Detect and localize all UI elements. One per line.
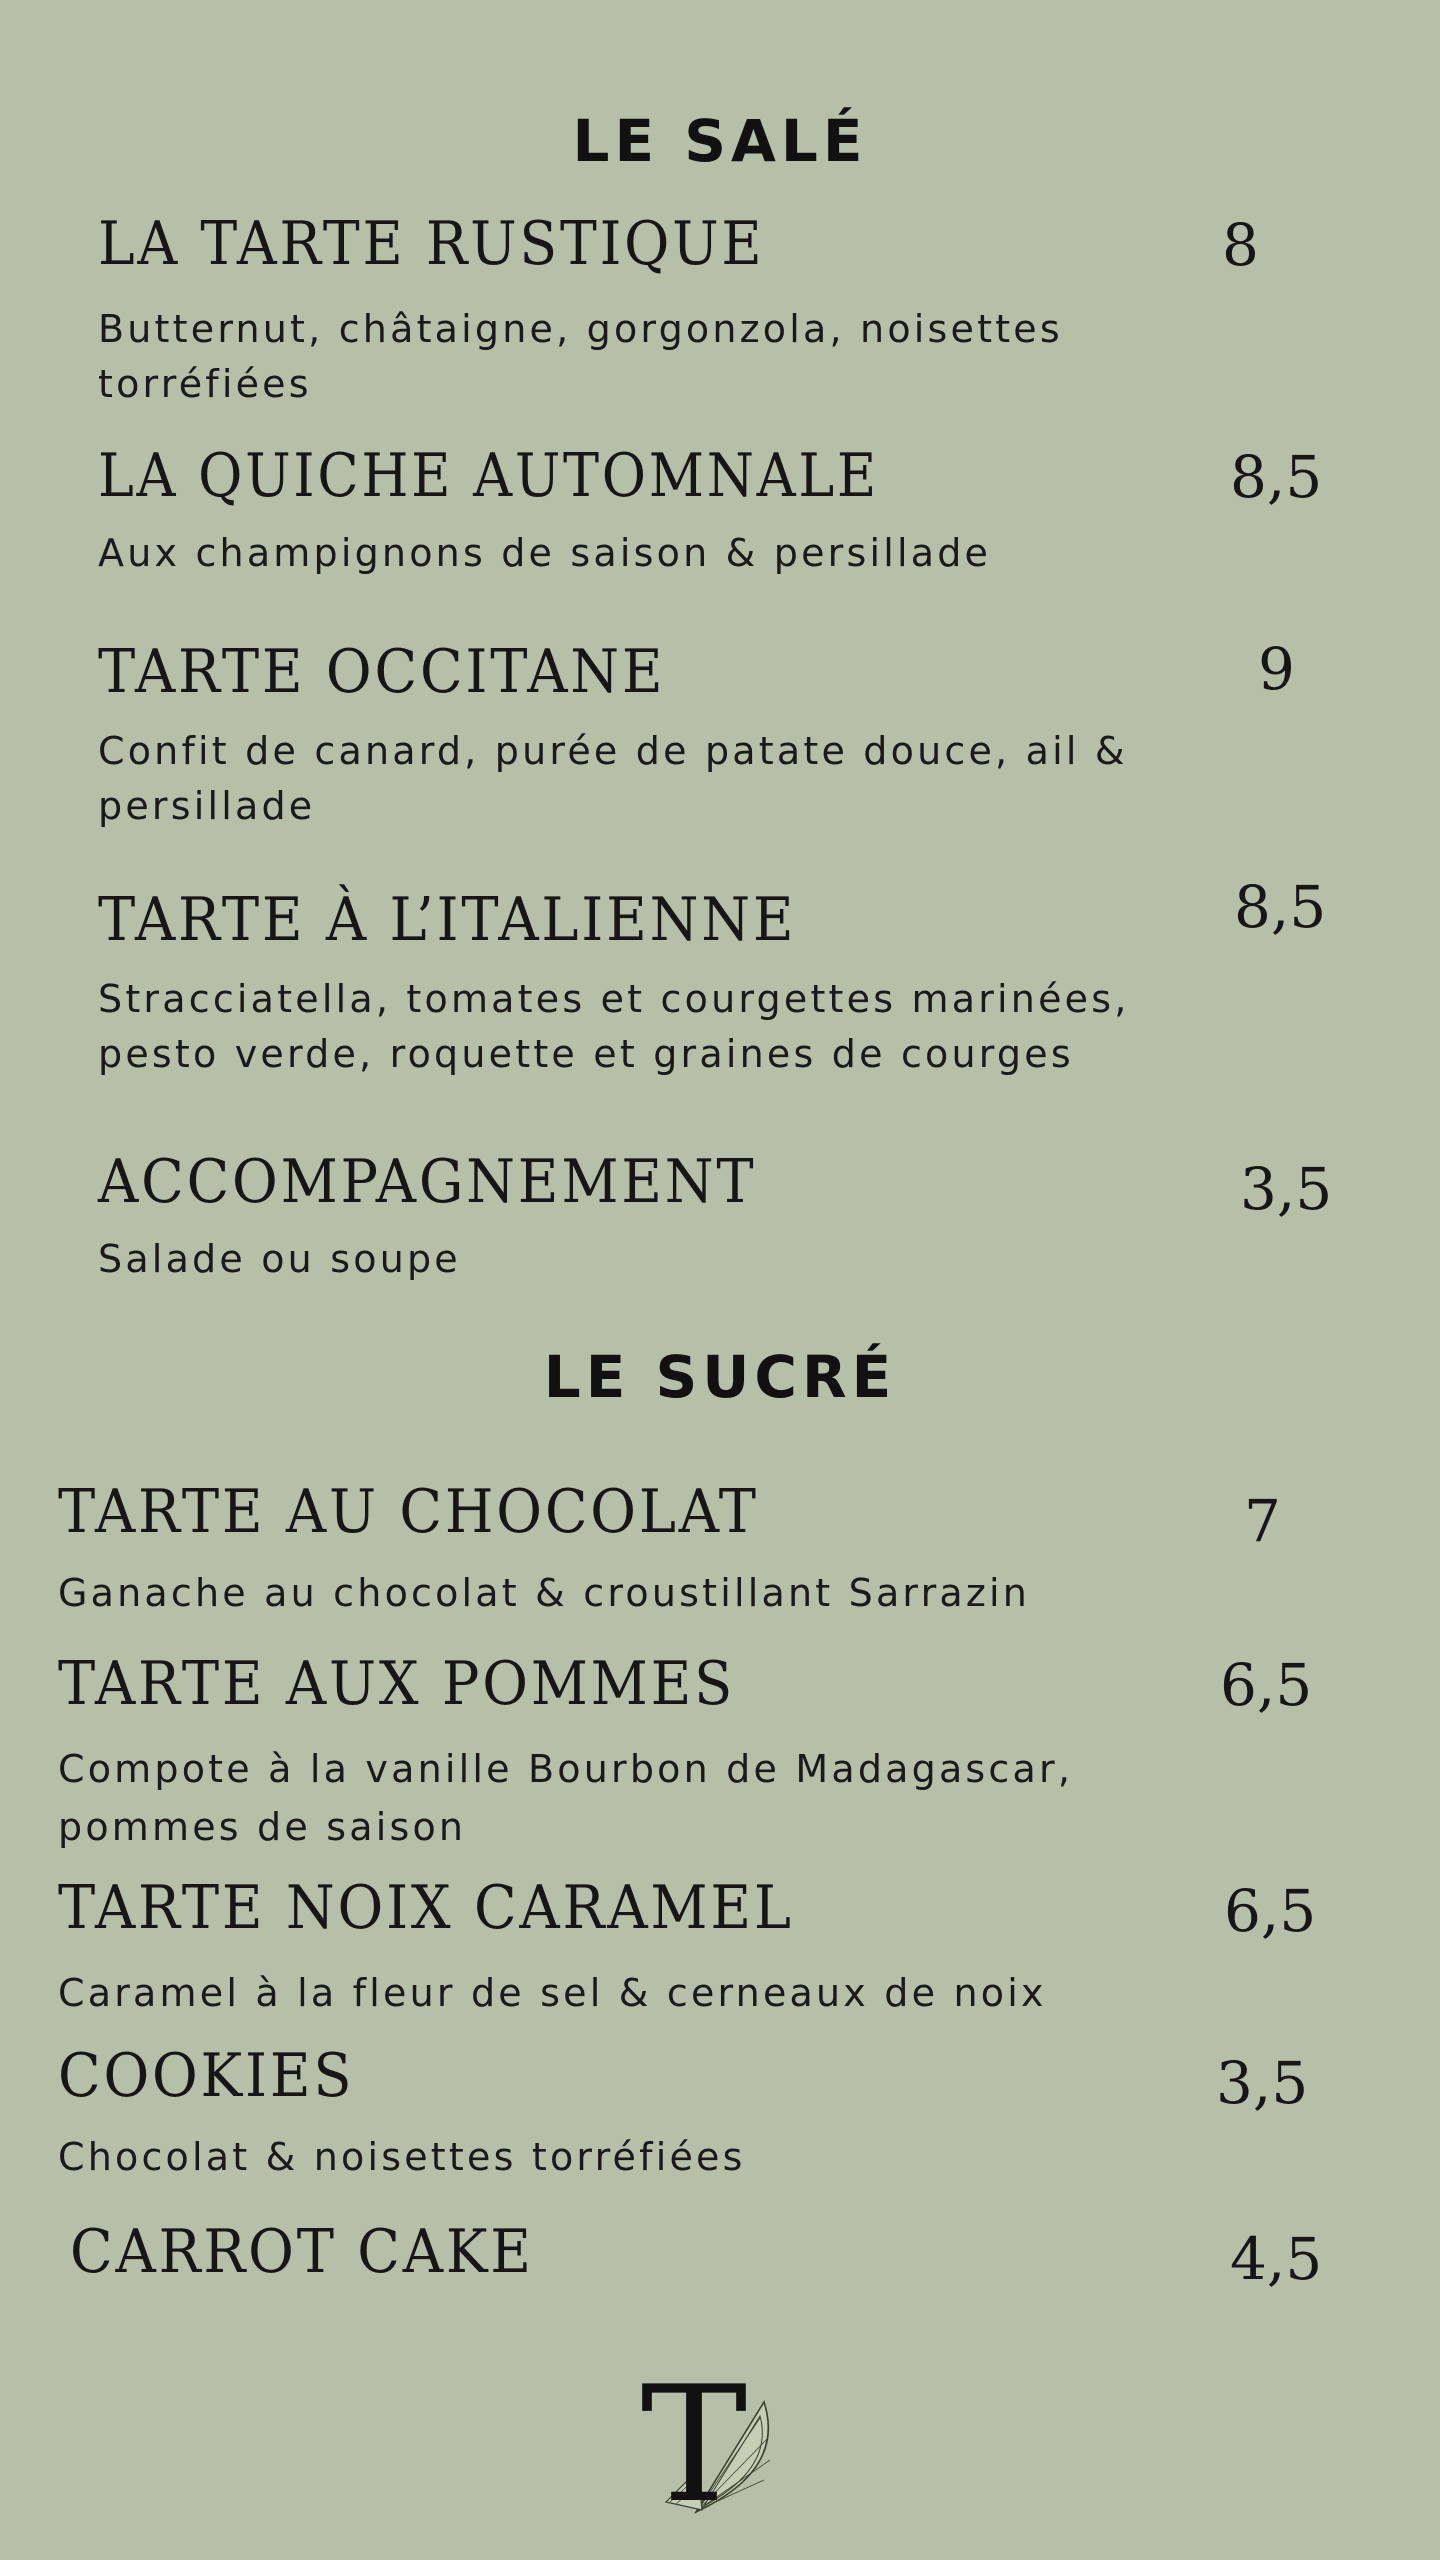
item-desc-tarte-italienne: Stracciatella, tomates et courgettes marinées, pesto verde, roquette et graines de courges — [98, 977, 1130, 1076]
item-desc-quiche-automnale: Aux champignons de saison & persillade — [98, 531, 992, 575]
item-desc-tarte-noix-caramel: Caramel à la fleur de sel & cerneaux de noix — [58, 1971, 1047, 2015]
item-name-tarte-italienne: TARTE À L’ITALIENNE — [98, 885, 797, 955]
item-desc-tarte-pommes: Compote à la vanille Bourbon de Madagascar, pommes de saison — [58, 1747, 1074, 1849]
logo-letter: T — [640, 2360, 748, 2520]
item-desc-accompagnement: Salade ou soupe — [98, 1237, 461, 1281]
item-price-tarte-rustique: 8 — [1222, 211, 1259, 279]
item-name-carrot-cake: CARROT CAKE — [70, 2217, 534, 2287]
item-price-quiche-automnale: 8,5 — [1230, 443, 1323, 511]
item-price-tarte-noix-caramel: 6,5 — [1224, 1877, 1317, 1945]
item-price-tarte-occitane: 9 — [1258, 635, 1295, 703]
item-price-cookies: 3,5 — [1216, 2049, 1309, 2117]
item-desc-cookies: Chocolat & noisettes torréfiées — [58, 2135, 746, 2179]
item-name-accompagnement: ACCOMPAGNEMENT — [98, 1147, 757, 1217]
item-price-tarte-pommes: 6,5 — [1220, 1651, 1313, 1719]
item-name-tarte-occitane: TARTE OCCITANE — [98, 637, 666, 707]
item-desc-tarte-rustique: Butternut, châtaigne, gorgonzola, noisettes torréfiées — [98, 307, 1063, 406]
item-desc-tarte-occitane: Confit de canard, purée de patate douce, ail & persillade — [98, 729, 1128, 828]
item-name-tarte-chocolat: TARTE AU CHOCOLAT — [58, 1477, 759, 1547]
logo — [636, 2360, 776, 2520]
item-price-tarte-italienne: 8,5 — [1234, 873, 1327, 941]
item-name-tarte-pommes: TARTE AUX POMMES — [58, 1649, 736, 1719]
item-desc-tarte-chocolat: Ganache au chocolat & croustillant Sarrazin — [58, 1571, 1031, 1615]
section-title-sale: LE SALÉ — [572, 107, 868, 175]
section-title-sucre: LE SUCRÉ — [543, 1343, 897, 1411]
item-price-carrot-cake: 4,5 — [1230, 2225, 1323, 2293]
item-price-accompagnement: 3,5 — [1240, 1155, 1333, 1223]
item-price-tarte-chocolat: 7 — [1244, 1487, 1281, 1555]
item-name-tarte-noix-caramel: TARTE NOIX CARAMEL — [58, 1873, 794, 1943]
item-name-cookies: COOKIES — [58, 2041, 355, 2111]
item-name-tarte-rustique: LA TARTE RUSTIQUE — [98, 209, 765, 279]
item-name-quiche-automnale: LA QUICHE AUTOMNALE — [98, 441, 880, 511]
